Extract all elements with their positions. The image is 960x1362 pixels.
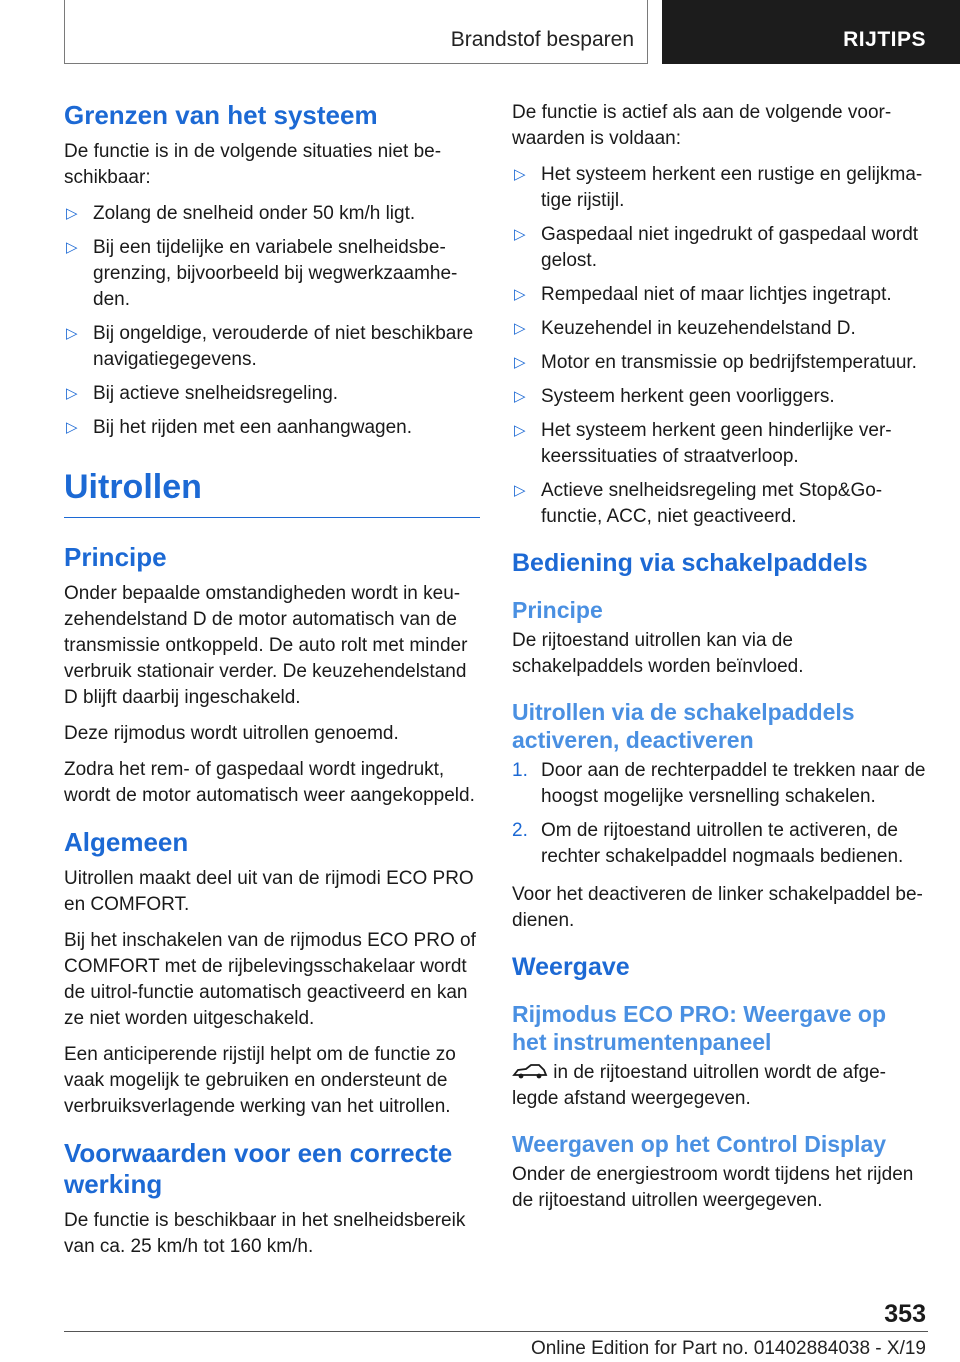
header-chapter-tab: [662, 0, 960, 64]
paragraph-algemeen-2: Bij het inschakelen van de rijmodus ECO PRO of COMFORT met de rijbelevingsschakelaar wordt de uitrol-functie automatisch geactiveerd en kan ze niet worden uitgeschakeld.: [64, 930, 476, 1029]
triangle-right-icon: ▷: [514, 320, 526, 337]
list-item: ▷ Bij het rijden met een aanhangwagen.: [64, 415, 480, 441]
heading-activeren: Uitrollen via de schakelpaddels activeren, deactiveren: [512, 699, 855, 753]
paragraph-algemeen-3: Een anticiperende rijstijl helpt om de functie zo vaak mogelijk te gebruiken en ondersteunt de verbruiksverlagende werking van het uitrollen.: [64, 1044, 456, 1117]
paragraph-principe-3: Zodra het rem- of gaspedaal wordt ingedrukt, wordt de motor automatisch weer aangekoppeld.: [64, 759, 475, 806]
list-item: ▷ Bij ongeldige, verouderde of niet beschikbare navigatiegegevens.: [66, 323, 474, 370]
list-item: 2. Om de rijtoestand uitrollen te activeren, de rechter schakelpaddel nogmaals bedienen.: [512, 820, 904, 867]
paragraph-principe-1: Onder bepaalde omstandigheden wordt in keu-zehendelstand D de motor automatisch van de transmissie ontkoppeld. De auto rolt met minder verbruik stationair verder. De keuzehendelstand D blijft daarbij ingeschakeld.: [64, 583, 468, 708]
triangle-right-icon: ▷: [66, 239, 78, 256]
heading-voorwaarden: Voorwaarden voor een correcte werking: [64, 1138, 453, 1199]
heading-eco-pro: Rijmodus ECO PRO: Weergave op het instrumentenpaneel: [512, 1001, 887, 1055]
paragraph-intro: De functie is actief als aan de volgende voor-waarden is voldaan:: [512, 102, 892, 149]
heading-bediening: Bediening via schakelpaddels: [512, 549, 868, 577]
triangle-right-icon: ▷: [514, 422, 526, 439]
paragraph-principe-right: De rijtoestand uitrollen kan via de schakelpaddels worden beïnvloed.: [512, 630, 804, 677]
triangle-right-icon: ▷: [514, 286, 526, 303]
heading-uitrollen: Uitrollen: [64, 467, 480, 518]
header-chapter-title: RIJTIPS: [843, 28, 926, 51]
step-number: 2.: [512, 820, 528, 841]
heading-principe: Principe: [64, 542, 167, 572]
list-item: ▷ Zolang de snelheid onder 50 km/h ligt.: [64, 201, 480, 227]
triangle-right-icon: ▷: [514, 166, 526, 183]
heading-grenzen: Grenzen van het systeem: [64, 100, 378, 130]
paragraph-deactiveren: Voor het deactiveren de linker schakelpaddel be-dienen.: [512, 884, 923, 931]
list-item: ▷ Actieve snelheidsregeling met Stop&Go-functie, ACC, niet geactiveerd.: [514, 480, 883, 527]
steps-list: [512, 758, 926, 870]
triangle-right-icon: ▷: [66, 385, 78, 402]
coasting-car-icon: [512, 1062, 548, 1080]
triangle-right-icon: ▷: [514, 482, 526, 499]
heading-principe-right: Principe: [512, 597, 603, 623]
list-item: ▷ Het systeem herkent een rustige en gelijkma-tige rijstijl.: [514, 164, 923, 211]
heading-weergave: Weergave: [512, 953, 630, 981]
triangle-right-icon: ▷: [66, 205, 78, 222]
paragraph-eco-pro: in de rijtoestand uitrollen wordt de afge-legde afstand weergegeven.: [512, 1062, 886, 1109]
list-grenzen: [64, 201, 480, 441]
triangle-right-icon: ▷: [66, 419, 78, 436]
heading-algemeen: Algemeen: [64, 827, 189, 857]
paragraph-algemeen-1: Uitrollen maakt deel uit van de rijmodi ECO PRO en COMFORT.: [64, 868, 474, 915]
footer-edition: Online Edition for Part no. 01402884038 - X/19: [530, 1338, 926, 1359]
triangle-right-icon: ▷: [514, 388, 526, 405]
list-item: ▷ Keuzehendel in keuzehendelstand D.: [512, 316, 926, 342]
triangle-right-icon: ▷: [514, 354, 526, 371]
paragraph-voorwaarden: De functie is beschikbaar in het snelheidsbereik van ca. 25 km/h tot 160 km/h.: [64, 1210, 466, 1257]
paragraph-grenzen: De functie is in de volgende situaties niet be-schikbaar:: [64, 141, 442, 188]
triangle-right-icon: ▷: [514, 226, 526, 243]
list-item: ▷ Bij actieve snelheidsregeling.: [64, 381, 480, 407]
list-conditions: [512, 162, 926, 530]
triangle-right-icon: ▷: [66, 325, 78, 342]
list-item: ▷ Systeem herkent geen voorliggers.: [512, 384, 926, 410]
list-item: ▷ Rempedaal niet of maar lichtjes ingetrapt.: [512, 282, 926, 308]
list-item: ▷ Gaspedaal niet ingedrukt of gaspedaal wordt gelost.: [514, 224, 919, 271]
right-column: [512, 100, 926, 1224]
footer-divider: [64, 1331, 928, 1332]
list-item: 1. Door aan de rechterpaddel te trekken naar de hoogst mogelijke versnelling schakelen.: [512, 760, 926, 807]
list-item: ▷ Motor en transmissie op bedrijfstemperatuur.: [512, 350, 926, 376]
header-section-title: Brandstof besparen: [450, 28, 634, 51]
heading-control-display: Weergaven op het Control Display: [512, 1131, 887, 1157]
page-number: 353: [884, 1300, 926, 1328]
left-column: [64, 100, 480, 1270]
list-item: ▷ Bij een tijdelijke en variabele snelheidsbe-grenzing, bijvoorbeeld bij wegwerkzaamhe-den.: [66, 237, 458, 310]
step-number: 1.: [512, 760, 528, 781]
paragraph-principe-2: Deze rijmodus wordt uitrollen genoemd.: [64, 723, 399, 744]
paragraph-control-display: Onder de energiestroom wordt tijdens het rijden de rijtoestand uitrollen weergegeven.: [512, 1164, 914, 1211]
list-item: ▷ Het systeem herkent geen hinderlijke ver-keerssituaties of straatverloop.: [514, 420, 892, 467]
